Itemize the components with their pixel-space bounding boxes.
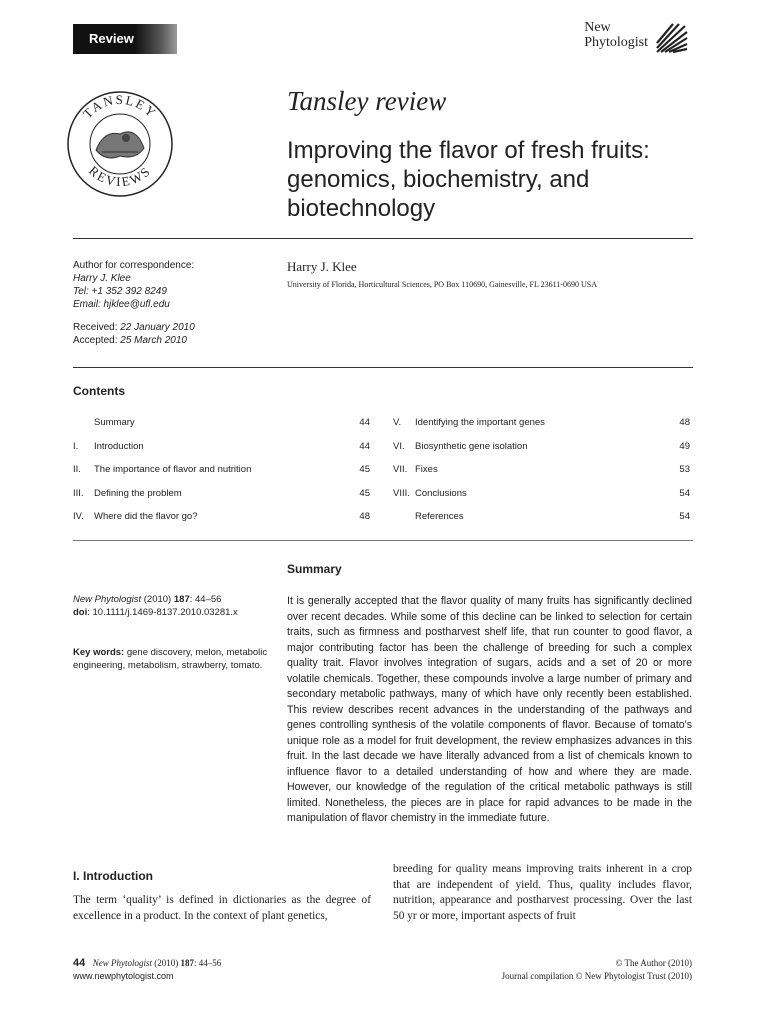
series-label: Tansley review <box>287 86 447 116</box>
received-date: Received: 22 January 2010 <box>73 322 195 333</box>
toc-entry-title: Where did the flavor go? <box>94 511 198 522</box>
toc-entry-number: I. <box>73 441 79 452</box>
footer-right <box>502 957 692 983</box>
emblem-top-text: TANSLEY <box>79 91 161 122</box>
correspondence-tel: Tel: +1 352 392 8249 <box>73 286 167 297</box>
toc-entry-number: V. <box>393 417 402 428</box>
toc-entry-page: 54 <box>679 511 690 522</box>
doi-value: : 10.1111/j.1469-8137.2010.03281.x <box>87 607 238 618</box>
citation-block: New Phytologist (2010) 187: 44–56 doi: 10.1111/j.1469-8137.2010.03281.x <box>73 594 238 618</box>
toc-entry-number: VI. <box>393 441 405 452</box>
emblem-bottom-text: REVIEWS <box>86 162 154 190</box>
author-name: Harry J. Klee <box>287 259 357 274</box>
keywords-label: Key words: <box>73 647 125 658</box>
toc-entry-page: 44 <box>359 441 370 452</box>
toc-entry-number: VII. <box>393 464 408 475</box>
journal-name-line1: New <box>584 20 611 35</box>
contents-divider-bottom <box>73 540 693 541</box>
toc-entry-number: VIII. <box>393 488 410 499</box>
toc-entry-number: IV. <box>73 511 84 522</box>
toc-entry-title: Conclusions <box>415 488 467 499</box>
toc-entry-page: 45 <box>359 464 370 475</box>
summary-heading: Summary <box>287 562 342 576</box>
introduction-column-right: breeding for quality means improving traits inherent in a crop that are independent of yield. Thus, quality includes flavor, nutrition, appearance and postharvest processing. Over the last 50 yr or more, important aspects of fruit <box>393 863 692 922</box>
toc-entry-title: References <box>415 511 464 522</box>
keywords-text: gene discovery, melon, metabolic engineering, metabolism, strawberry, tomato. <box>73 647 268 671</box>
journal-name-line2: Phytologist <box>584 35 648 50</box>
toc-entry-number: II. <box>73 464 81 475</box>
toc-entry-title: Defining the problem <box>94 488 182 499</box>
toc-entry-page: 53 <box>679 464 690 475</box>
toc-entry-page: 49 <box>679 441 690 452</box>
doi-label: doi <box>73 607 88 618</box>
toc-entry-title: Introduction <box>94 441 144 452</box>
compilation-notice: Journal compilation © New Phytologist Trust (2010) <box>501 971 692 981</box>
accepted-date: Accepted: 25 March 2010 <box>73 335 187 346</box>
journal-url[interactable]: www.newphytologist.com <box>73 971 174 981</box>
toc-entry-page: 48 <box>679 417 690 428</box>
introduction-heading: I. Introduction <box>73 869 153 883</box>
introduction-column-left: The term ‘quality’ is defined in dictionaries as the degree of excellence in a product. In the context of plant genetics, <box>73 894 371 922</box>
toc-entry-page: 48 <box>359 511 370 522</box>
toc-entry-title: Biosynthetic gene isolation <box>415 441 528 452</box>
page-number: 44 <box>73 957 86 969</box>
footer-left: 44 New Phytologist (2010) 187: 44–56 www.newphytologist.com <box>73 957 222 981</box>
correspondence-label: Author for correspondence: <box>73 260 195 271</box>
article-title: Improving the flavor of fresh fruits: genomics, biochemistry, and biotechnology <box>287 137 650 222</box>
toc-entry-page: 54 <box>679 488 690 499</box>
correspondence-name: Harry J. Klee <box>73 273 131 284</box>
toc-entry-page: 44 <box>359 417 370 428</box>
keywords-block <box>73 646 273 672</box>
toc-entry-page: 45 <box>359 488 370 499</box>
toc-entry-number: III. <box>73 488 84 499</box>
section-tab-label: Review <box>89 31 134 46</box>
toc-entry-title: Identifying the important genes <box>415 417 545 428</box>
toc-entry-title: Fixes <box>415 464 438 475</box>
correspondence-email: Email: hjklee@ufl.edu <box>73 299 170 310</box>
toc-entry-title: The importance of flavor and nutrition <box>94 464 252 475</box>
author-affiliation: University of Florida, Horticultural Sciences, PO Box 110690, Gainesville, FL 23611-0690 USA <box>287 280 597 289</box>
citation-journal: New Phytologist <box>73 594 142 605</box>
summary-text: It is generally accepted that the flavor quality of many fruits has significantly declined over recent decades. While some of this decline can be linked to selection for certain traits, such as firmness and postharvest shelf life, that run counter to good flavor, a major contributing factor has been the challenge of breeding for such a complex quality trait. Flavor involves integration of sugars, acids and a set of 20 or more volatile chemicals. Together, these compounds involve a large number of primary and secondary metabolic pathways, many of which have only recently been established. This review describes recent advances in the understanding of the pathways and genes controlling synthesis of the volatile components of flavor. Because of tomato's unique role as a model for fruit development, the review emphasizes advances in this fruit. In the last decade we have literally advanced from a list of chemicals known to influence flavor to a detailed understanding of how and where they are made. However, our knowledge of the regulation of the critical metabolic pathways is still limited. Nonetheless, the pieces are in place for rapid advances to be made in the manipulation of flavor chemistry in the immediate future. <box>287 595 692 824</box>
toc-entry-title: Summary <box>94 417 135 428</box>
contents-heading: Contents <box>73 384 125 398</box>
copyright-notice: © The Author (2010) <box>615 958 692 968</box>
